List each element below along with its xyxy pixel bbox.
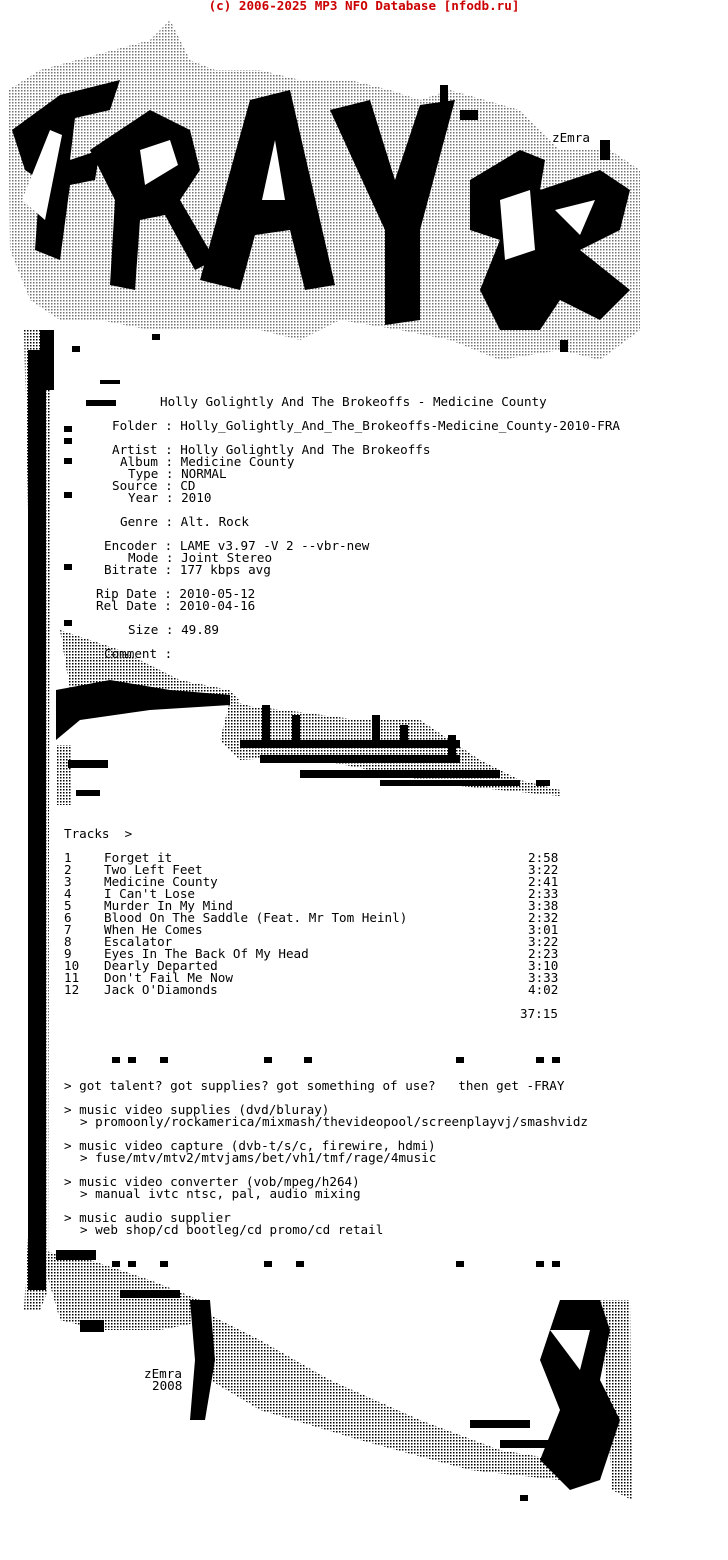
- track-number: 2: [64, 862, 72, 877]
- comment-label: Comment: [104, 646, 158, 661]
- size-label: Size: [128, 622, 159, 637]
- total-time: 37:15: [520, 1006, 558, 1021]
- group-info-subline: > manual ivtc ntsc, pal, audio mixing: [80, 1186, 361, 1201]
- track-title: Blood On The Saddle (Feat. Mr Tom Heinl): [104, 910, 408, 925]
- encoder-value: LAME v3.97 -V 2 --vbr-new: [179, 538, 370, 553]
- track-number: 4: [64, 886, 72, 901]
- track-time: 2:23: [528, 946, 559, 961]
- track-time: 2:33: [528, 886, 559, 901]
- group-info-line: > got talent? got supplies? got something of use? then get -FRAY: [64, 1078, 565, 1093]
- track-title: Jack O'Diamonds: [104, 982, 218, 997]
- signature-year: 2008: [152, 1378, 183, 1393]
- folder-value: Holly_Golightly_And_The_Brokeoffs-Medicine_County-2010-FRA: [180, 418, 621, 433]
- track-number: 11: [64, 970, 80, 985]
- group-info-subline: > web shop/cd bootleg/cd promo/cd retail: [80, 1222, 384, 1237]
- album-value: Medicine County: [180, 454, 295, 469]
- track-number: 3: [64, 874, 72, 889]
- track-time: 3:38: [528, 898, 559, 913]
- track-time: 3:22: [528, 862, 559, 877]
- info-side-bullets: [64, 426, 72, 626]
- group-info-subline: > fuse/mtv/mtv2/mtvjams/bet/vh1/tmf/rage/4music: [80, 1150, 437, 1165]
- track-title: Murder In My Mind: [104, 898, 233, 913]
- track-number: 9: [64, 946, 72, 961]
- type-label: Type: [128, 466, 159, 481]
- genre-label: Genre: [120, 514, 158, 529]
- genre-value: Alt. Rock: [180, 514, 249, 529]
- track-title: Two Left Feet: [104, 862, 203, 877]
- track-time: 3:10: [528, 958, 559, 973]
- track-time: 2:32: [528, 910, 559, 925]
- bullet-row-bottom: [112, 1261, 560, 1267]
- rip-date-value: 2010-05-12: [179, 586, 256, 601]
- artist-value: Holly Golightly And The Brokeoffs: [180, 442, 431, 457]
- source-value: CD: [180, 478, 196, 493]
- artist-label: Artist: [112, 442, 158, 457]
- track-title: Medicine County: [104, 874, 218, 889]
- source-label: Source: [112, 478, 158, 493]
- signature-name: zEmra: [144, 1366, 182, 1381]
- tracks-header: Tracks >: [64, 826, 133, 841]
- track-number: 12: [64, 982, 80, 997]
- track-time: 3:01: [528, 922, 559, 937]
- track-number: 8: [64, 934, 72, 949]
- bullet-row-top: [112, 1057, 560, 1063]
- track-title: When He Comes: [104, 922, 203, 937]
- mode-label: Mode: [128, 550, 159, 565]
- track-title: Forget it: [104, 850, 173, 865]
- bitrate-label: Bitrate: [104, 562, 158, 577]
- group-info-subline: > promoonly/rockamerica/mixmash/thevideopool/screenplayvj/smashvidz: [80, 1114, 588, 1129]
- album-label: Album: [120, 454, 158, 469]
- track-number: 1: [64, 850, 72, 865]
- track-title: Eyes In The Back Of My Head: [104, 946, 309, 961]
- track-time: 3:33: [528, 970, 559, 985]
- track-title: Dearly Departed: [104, 958, 218, 973]
- rip-date-label: Rip Date: [96, 586, 157, 601]
- mode-value: Joint Stereo: [181, 550, 273, 565]
- rel-date-value: 2010-04-16: [179, 598, 256, 613]
- credit-line: (c) 2006-2025 MP3 NFO Database [nfodb.ru]: [208, 0, 520, 13]
- rel-date-label: Rel Date: [96, 598, 157, 613]
- bitrate-value: 177 kbps avg: [179, 562, 271, 577]
- track-number: 10: [64, 958, 80, 973]
- divider-art: [220, 700, 560, 796]
- bottom-art: [40, 1250, 632, 1501]
- track-time: 3:22: [528, 934, 559, 949]
- track-number: 7: [64, 922, 72, 937]
- fray-logo-art: [0, 0, 640, 360]
- track-number: 6: [64, 910, 72, 925]
- track-time: 2:58: [528, 850, 559, 865]
- track-time: 2:41: [528, 874, 559, 889]
- group-info-line: > music video supplies (dvd/bluray): [64, 1102, 330, 1117]
- release-title: Holly Golightly And The Brokeoffs - Medicine County: [160, 394, 547, 409]
- group-info-line: > music video capture (dvb-t/s/c, firewire, hdmi): [64, 1138, 436, 1153]
- track-title: Don't Fail Me Now: [104, 970, 233, 985]
- year-label: Year: [128, 490, 159, 505]
- track-number: 5: [64, 898, 72, 913]
- track-title: I Can't Lose: [104, 886, 195, 901]
- track-time: 4:02: [528, 982, 559, 997]
- type-value: NORMAL: [181, 466, 227, 481]
- group-info-line: > music video converter (vob/mpeg/h264): [64, 1174, 360, 1189]
- folder-label: Folder: [112, 418, 158, 433]
- art-signature-top: zEmra: [552, 130, 590, 145]
- encoder-label: Encoder: [104, 538, 158, 553]
- size-value: 49.89: [181, 622, 220, 637]
- group-info-line: > music audio supplier: [64, 1210, 231, 1225]
- track-title: Escalator: [104, 934, 173, 949]
- year-value: 2010: [181, 490, 212, 505]
